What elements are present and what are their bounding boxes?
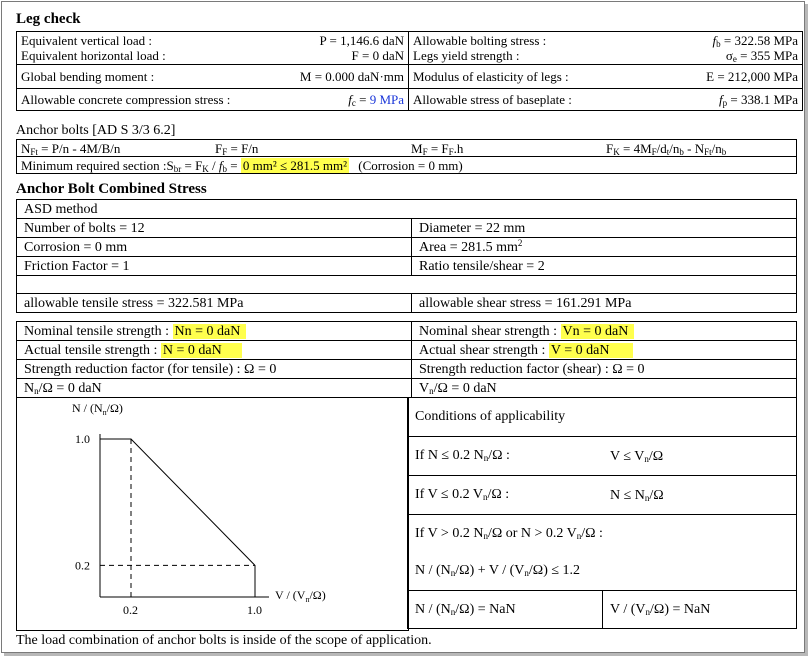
bolting-cell [409,32,803,65]
condition-2 [408,475,797,514]
vn-over-omega: $V_n/\Omega = 0$ daN [412,379,797,398]
allowable-tensile: allowable tensile stress = 322.581 MPa [17,294,412,313]
condition-3-equation: $N / (N_n/\Omega) + V / (V_n/\Omega) \le 1.2$ [415,563,581,578]
leg-check-table [16,31,803,111]
fk-formula: $F_K = 4M_F/d_t/n_b - N_{Ft}/n_b$ [606,141,727,157]
result-n: N / $(N_n/\Omega)$ = NaN [408,590,603,628]
nominal-shear: Nominal shear strength : Vn = 0 daN [412,322,797,341]
mf-formula: $M_F = F_F.h$ [411,141,464,157]
allow-bolting-value: $f_b = 322.58$ MPa [712,33,798,49]
interaction-curve [100,439,255,597]
combined-stress-title: Anchor Bolt Combined Stress [16,181,207,197]
min-required-row [17,157,797,174]
load-cell [17,32,409,65]
allowable-shear: allowable shear stress = 161.291 MPa [412,294,797,313]
condition-2-right: $N \le N_n/\Omega$ [610,487,664,503]
y-tick-1.0: 1.0 [75,432,90,446]
reduction-shear: Strength reduction factor (shear) : Ω = 0 [412,360,797,379]
friction-factor: Friction Factor = 1 [17,257,412,276]
equiv-vertical-value: P = 1,146.6 daN [319,33,404,48]
y-tick-0.2: 0.2 [75,558,90,573]
diameter: Diameter = 22 mm [412,219,797,238]
allow-concrete-label: Allowable concrete compression stress : [21,92,231,107]
condition-1-left: If N ≤ 0.2 $N_n/\Omega$ : [415,448,510,463]
allow-baseplate-label: Allowable stress of baseplate : [413,92,572,107]
x-tick-1.0: 1.0 [247,603,262,617]
combined-stress-table [16,199,797,313]
nft-formula: $N_{Ft} = P/n - 4M/B/n$ [21,140,121,157]
x-tick-0.2: 0.2 [123,603,138,617]
num-bolts: Number of bolts = 12 [17,219,412,238]
condition-1 [408,436,797,475]
nominal-tensile: Nominal tensile strength : Nn = 0 daN [17,322,412,341]
asd-method: ASD method [17,200,797,219]
legs-yield-label: Legs yield strength : [413,48,520,63]
global-bending-value: M = 0.000 daN·mm [299,69,404,84]
conditions-title: Conditions of applicability [408,398,797,436]
actual-tensile: Actual tensile strength : N = 0 daN [17,341,412,360]
modulus-value: E = 212,000 MPa [706,69,798,84]
corrosion-note: (Corrosion = 0 mm) [358,157,463,173]
min-required-value: 0 mm² ≤ 281.5 mm² [242,157,348,173]
min-required-label: Minimum required section $:S_{br} = F_K / f_b$ = [21,157,241,174]
strength-table [16,321,797,398]
ff-formula: $F_F = F/n$ [215,141,259,157]
allow-bolting-label: Allowable bolting stress : [413,33,547,48]
corrosion: Corrosion = 0 mm [17,238,412,257]
equiv-horizontal-label: Equivalent horizontal load : [21,48,166,63]
modulus-label: Modulus of elasticity of legs : [413,69,569,84]
x-axis-label: V / $(V_n/\Omega)$ [275,588,326,604]
anchor-formulas-row [17,140,797,157]
condition-2-left: If V ≤ 0.2 $V_n/\Omega$ : [415,487,510,502]
condition-3-if: If V > 0.2 $N_n/\Omega$ or N > 0.2 $V_n/\Omega$ : [415,526,603,541]
allow-concrete-value: $f_c = 9$ MPa [348,92,404,108]
condition-3 [408,514,797,590]
interaction-diagram-box [16,398,409,631]
footer-note: The load combination of anchor bolts is inside of the scope of application. [16,633,432,648]
global-bending-label: Global bending moment : [21,69,155,84]
anchor-bolts-table [16,139,797,174]
leg-check-title: Leg check [16,11,81,27]
anchor-bolts-title: Anchor bolts [AD S 3/3 6.2] [16,123,176,138]
conditions-table [407,398,797,629]
condition-1-right: $V \le V_n/\Omega$ [610,448,664,464]
equiv-horizontal-value: F = 0 daN [351,48,404,63]
equiv-vertical-label: Equivalent vertical load : [21,33,153,48]
legs-yield-value: $\sigma_e = 355$ MPa [725,48,798,64]
ratio-tensile-shear: Ratio tensile/shear = 2 [412,257,797,276]
area: Area = 281.5 $mm^2$ [412,238,797,257]
reduction-tensile: Strength reduction factor (for tensile) : Ω = 0 [17,360,412,379]
y-axis-label: N / $(N_n/\Omega)$ [72,401,123,417]
result-v: V / $(V_n/\Omega)$ = NaN [603,590,797,628]
actual-shear: Actual shear strength : V = 0 daN [412,341,797,360]
blank-row [17,276,797,294]
allow-baseplate-value: $f_p = 338.1$ MPa [718,92,798,108]
interaction-diagram [17,398,408,630]
nn-over-omega: $N_n/\Omega = 0$ daN [17,379,412,398]
